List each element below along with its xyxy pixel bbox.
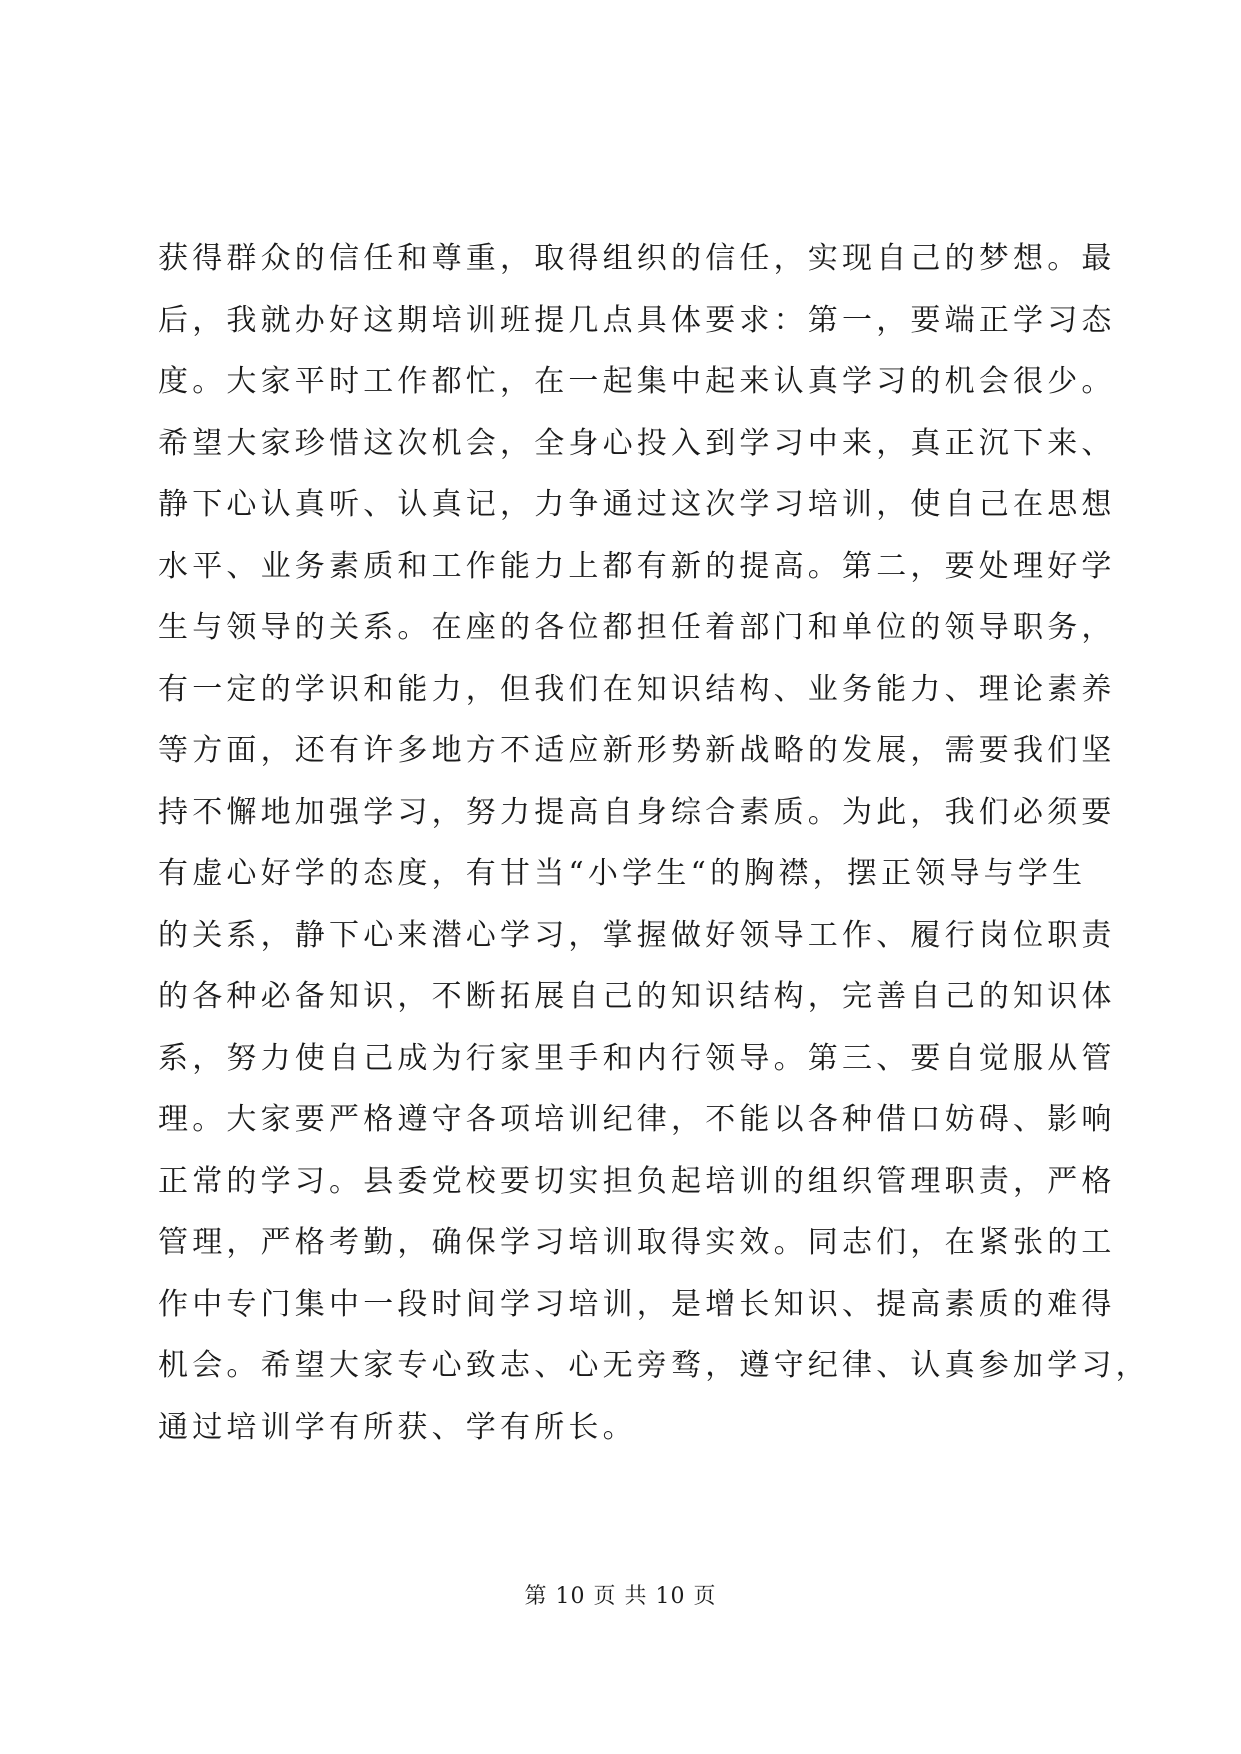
text-line-8: 有一定的学识和能力，但我们在知识结构、业务能力、理论素养 xyxy=(158,671,1116,707)
text-line-18: 作中专门集中一段时间学习培训，是增长知识、提高素质的难得 xyxy=(158,1286,1116,1322)
text-line-16: 正常的学习。县委党校要切实担负起培训的组织管理职责，严格 xyxy=(158,1163,1116,1199)
text-line-20: 通过培训学有所获、学有所长。 xyxy=(158,1409,637,1445)
text-line-3: 度。大家平时工作都忙，在一起集中起来认真学习的机会很少。 xyxy=(158,364,1116,399)
text-line-9: 等方面，还有许多地方不适应新形势新战略的发展，需要我们坚 xyxy=(158,733,1116,768)
text-line-5: 静下心认真听、认真记，力争通过这次学习培训，使自己在思想 xyxy=(158,487,1116,522)
body-text xyxy=(158,228,1150,1458)
text-line-17: 管理，严格考勤，确保学习培训取得实效。同志们，在紧张的工 xyxy=(158,1225,1116,1260)
text-line-7: 生与领导的关系。在座的各位都担任着部门和单位的领导职务， xyxy=(158,610,1116,645)
text-line-1: 获得群众的信任和尊重，取得组织的信任，实现自己的梦想。最 xyxy=(158,241,1116,276)
text-line-12: 的关系，静下心来潜心学习，掌握做好领导工作、履行岗位职责 xyxy=(158,917,1116,953)
text-line-14: 系，努力使自己成为行家里手和内行领导。第三、要自觉服从管 xyxy=(158,1040,1116,1076)
text-line-2: 后，我就办好这期培训班提几点具体要求：第一，要端正学习态 xyxy=(158,302,1116,338)
page-number-footer: 第 10 页 共 10 页 xyxy=(524,1584,717,1609)
text-line-15: 理。大家要严格遵守各项培训纪律，不能以各种借口妨碍、影响 xyxy=(158,1102,1116,1137)
text-line-13: 的各种必备知识，不断拓展自己的知识结构，完善自己的知识体 xyxy=(158,979,1116,1014)
text-line-10: 持不懈地加强学习，努力提高自身综合素质。为此，我们必须要 xyxy=(158,794,1116,830)
text-line-6: 水平、业务素质和工作能力上都有新的提高。第二，要处理好学 xyxy=(158,548,1116,584)
text-line-11: 有虚心好学的态度，有甘当“小学生“的胸襟，摆正领导与学生 xyxy=(158,856,1087,891)
text-line-4: 希望大家珍惜这次机会，全身心投入到学习中来，真正沉下来、 xyxy=(158,425,1116,461)
text-line-19: 机会。希望大家专心致志、心无旁骛，遵守纪律、认真参加学习， xyxy=(158,1348,1150,1383)
